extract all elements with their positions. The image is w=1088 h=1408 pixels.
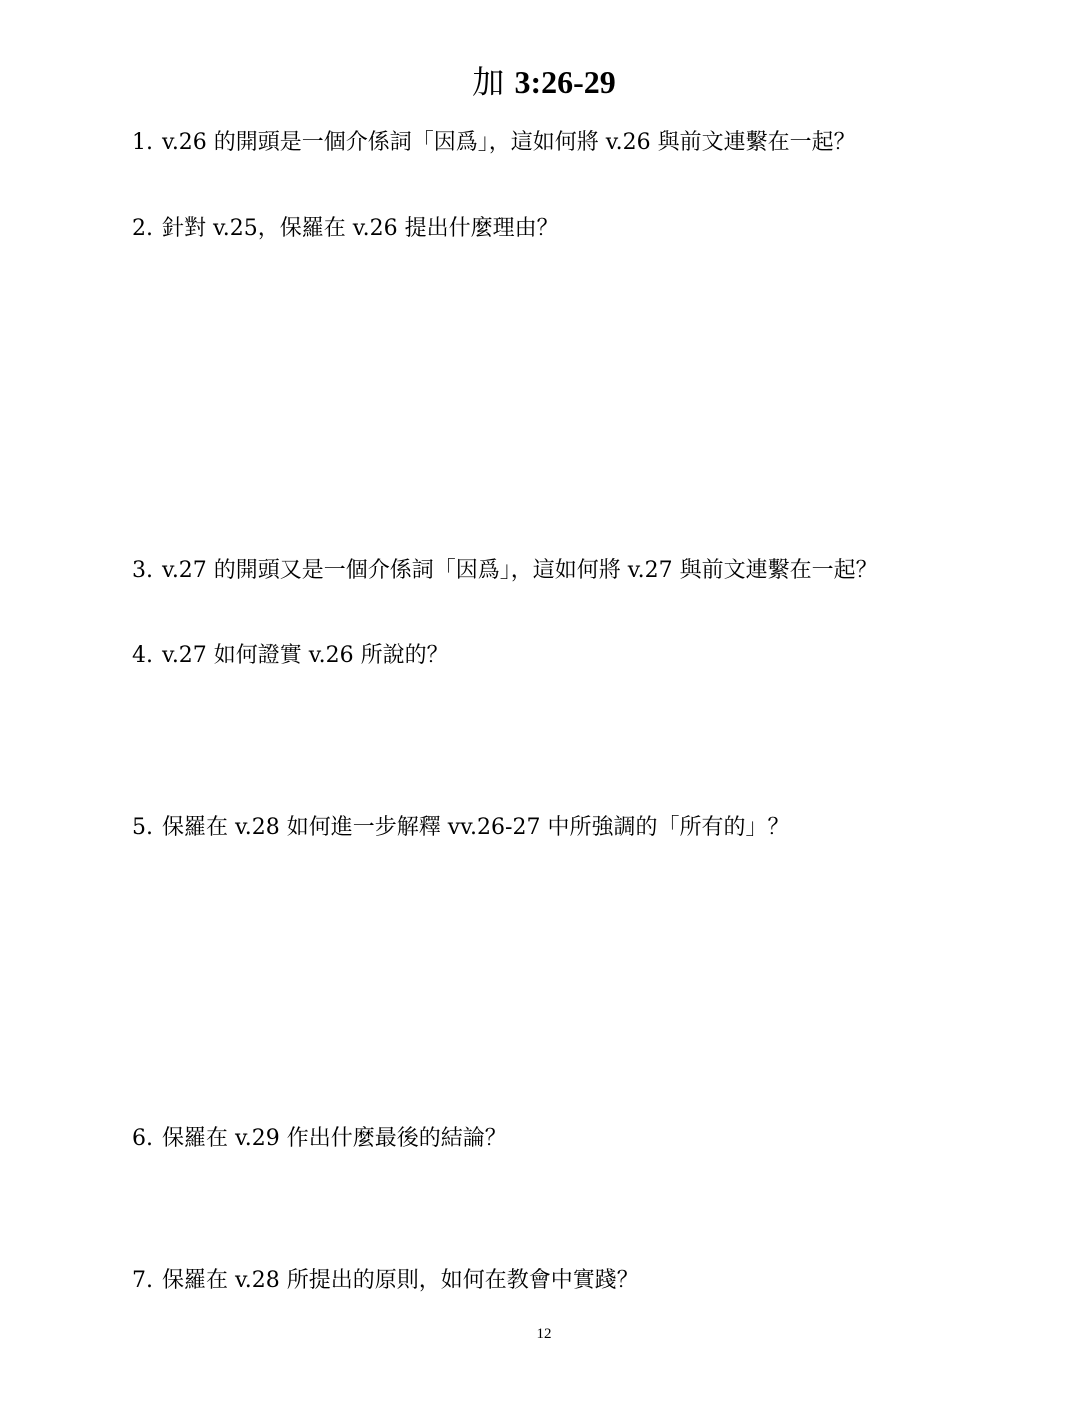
- question-4-text: v.27 如何證實 v.26 所說的？: [162, 643, 449, 668]
- question-5-text: 保羅在 v.28 如何進一步解釋 vv.26-27 中所強調的「所有的」？: [162, 815, 790, 840]
- question-4: [132, 641, 449, 671]
- question-1-number: 1.: [132, 130, 153, 155]
- question-6: [132, 1124, 507, 1154]
- question-5-number: 5.: [132, 815, 153, 840]
- page-title: [0, 62, 1088, 102]
- page-title-reference: 3:26-29: [514, 64, 616, 100]
- question-2: [132, 214, 559, 244]
- page-number: 12: [536, 1326, 552, 1342]
- question-3: [132, 556, 878, 586]
- question-7: [132, 1266, 639, 1296]
- page-title-book: 加: [472, 63, 505, 101]
- question-2-number: 2.: [132, 216, 153, 241]
- question-1-text: v.26 的開頭是一個介係詞「因爲」，這如何將 v.26 與前文連繫在一起？: [162, 130, 856, 155]
- question-7-text: 保羅在 v.28 所提出的原則，如何在教會中實踐？: [162, 1268, 639, 1293]
- question-7-number: 7.: [132, 1268, 153, 1293]
- question-6-number: 6.: [132, 1126, 153, 1151]
- question-4-number: 4.: [132, 643, 153, 668]
- question-2-text: 針對 v.25，保羅在 v.26 提出什麼理由？: [162, 216, 559, 241]
- question-6-text: 保羅在 v.29 作出什麼最後的結論？: [162, 1126, 507, 1151]
- question-1: [132, 128, 856, 158]
- question-5: [132, 813, 789, 843]
- question-3-number: 3.: [132, 558, 153, 583]
- question-3-text: v.27 的開頭又是一個介係詞「因爲」，這如何將 v.27 與前文連繫在一起？: [162, 558, 878, 583]
